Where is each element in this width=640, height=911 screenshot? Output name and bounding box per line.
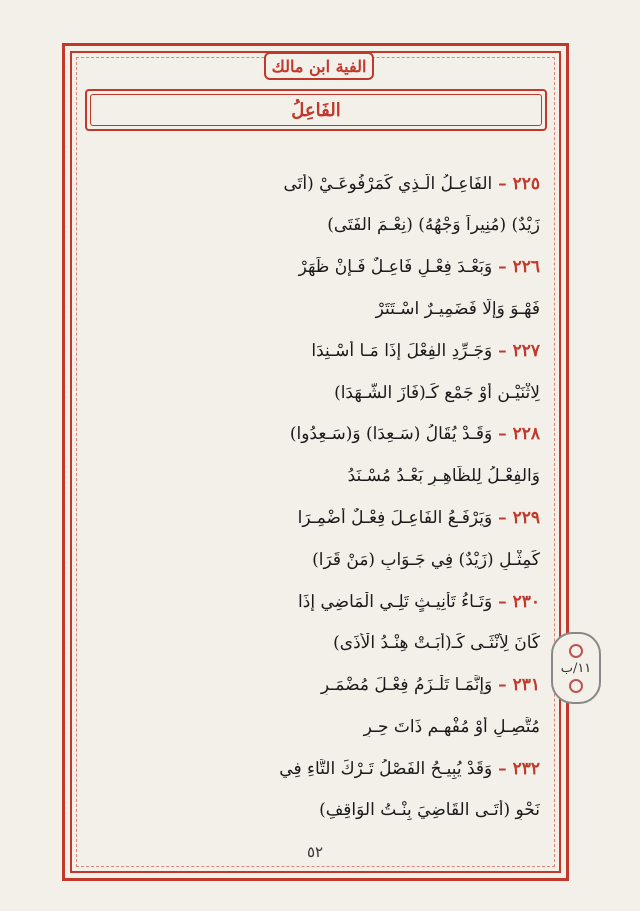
- book-title: الفية ابن مالك: [264, 52, 374, 80]
- verse-line: [90, 759, 540, 779]
- verse-line: [90, 717, 540, 737]
- verse-line: [90, 257, 540, 277]
- verse-line: [90, 675, 540, 695]
- verse-text: لِاثْنَيْـنِ أَوْ جَمْعٍ كَـ(فَازَ الشُّـهَدَا): [334, 383, 540, 403]
- verse-text: فَهْـوَ وَإِلَّا فَضَمِيـرٌ اسْـتَتَرْ: [375, 299, 540, 319]
- verse-line: [90, 800, 540, 820]
- verse-text: وَتَـاءُ تَأْنِيـثٍ تَلِـي الْمَاضِي إِذَا: [298, 592, 493, 612]
- verse-text: وَبَعْـدَ فِعْـلٍ فَاعِـلٌ فَـإِنْ ظَهَرْ: [298, 257, 493, 277]
- verse-line: [90, 174, 540, 194]
- verse-line: [90, 299, 540, 319]
- verse-text: مُتَّصِـلٍ أَوْ مُفْهِـمٍ ذَاتَ حِـرِ: [363, 717, 540, 737]
- verse-line: [90, 215, 540, 235]
- verse-number: ٢٢٥ –: [492, 174, 540, 194]
- verse-text: وَقَدْ يُبِيـحُ الفَصْلُ تَـرْكَ التَّاءِ فِي: [279, 759, 493, 779]
- verse-number: ٢٢٧ –: [492, 341, 540, 361]
- verse-text: زَيْدٌ) (مُنِيراً وَجْهُهُ) (نِعْـمَ الفَتَى): [327, 215, 540, 235]
- verse-line: [90, 633, 540, 653]
- manuscript-folio-marker: [551, 632, 601, 704]
- verse-text: الفَاعِـلُ الَّـذِي كَمَرْفُوعَـيْ (أَتَى: [283, 174, 493, 194]
- verse-text: وَالفِعْـلُ لِلظَّاهِـرِ بَعْـدُ مُسْـنَدُ: [347, 466, 540, 486]
- verse-text: وَجَـرِّدِ الفِعْلَ إِذَا مَـا أُسْـنِدَا: [311, 341, 493, 361]
- verse-text: وَقَـدْ يُقَالُ (سَـعِدَا) وَ(سَـعِدُوا): [289, 424, 493, 444]
- verse-text: وَإِنَّمَـا تَلْـزَمُ فِعْـلَ مُضْمَـرِ: [320, 675, 493, 695]
- verse-number: ٢٣٢ –: [492, 759, 540, 779]
- verse-text: كَانَ لِأُنْثَـى كَـ(أَبَـتْ هِنْـدُ الْأَذَى): [333, 633, 540, 653]
- ornament-icon: [569, 644, 583, 658]
- folio-label: ١١/ب: [560, 660, 592, 676]
- verse-number: ٢٢٩ –: [492, 508, 540, 528]
- verse-number: ٢٢٦ –: [492, 257, 540, 277]
- verse-line: [90, 341, 540, 361]
- verse-line: [90, 424, 540, 444]
- chapter-title: الفَاعِلُ: [291, 99, 341, 121]
- verse-number: ٢٢٨ –: [492, 424, 540, 444]
- verse-line: [90, 466, 540, 486]
- page-border: [62, 43, 569, 881]
- verse-line: [90, 508, 540, 528]
- verse-number: ٢٣٠ –: [492, 592, 540, 612]
- verse-text: وَيَرْفَـعُ الفَاعِـلَ فِعْـلٌ أُضْمِـرَا: [297, 508, 493, 528]
- chapter-header: [85, 89, 547, 131]
- ornament-icon: [569, 679, 583, 693]
- verse-line: [90, 592, 540, 612]
- page-number: ٥٢: [306, 843, 324, 861]
- verse-text: نَحْوِ (أَتَـى القَاضِيَ بِنْـتُ الوَاقِفِ): [319, 800, 540, 820]
- verse-number: ٢٣١ –: [492, 675, 540, 695]
- verse-line: [90, 383, 540, 403]
- verse-line: [90, 550, 540, 570]
- verse-text: كَمِثْـلِ (زَيْدٌ) فِي جَـوَابِ (مَنْ قَرَا): [312, 550, 540, 570]
